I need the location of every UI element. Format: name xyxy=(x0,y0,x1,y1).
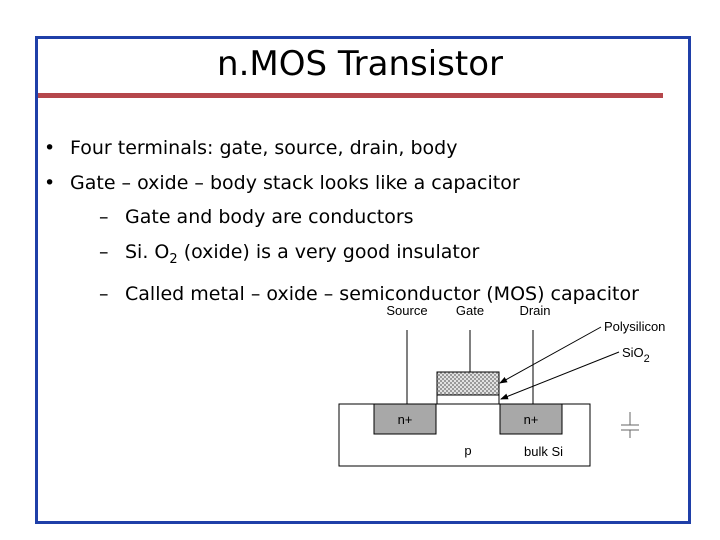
capacitor-icon xyxy=(621,412,639,438)
n-plus-right-label: n+ xyxy=(523,412,539,427)
source-label: Source xyxy=(386,303,428,318)
sub-bullet-text: Called metal – oxide – semiconductor (MOS) capacitor xyxy=(125,282,639,305)
sio2-label xyxy=(622,345,650,365)
bullet-dot: • xyxy=(44,137,56,159)
sub-bullet-dash: – xyxy=(99,240,109,263)
polysilicon-gate xyxy=(437,372,499,395)
bulk-si-label: bulk Si xyxy=(524,444,564,459)
polysilicon-label: Polysilicon xyxy=(604,319,666,334)
sio2-arrow xyxy=(501,352,619,399)
oxide-suffix: (oxide) is a very good insulator xyxy=(177,240,480,263)
bullet-text: Gate – oxide – body stack looks like a capacitor xyxy=(70,171,520,194)
sio2-label-text: SiO xyxy=(622,345,644,360)
sub-bullet-dash: – xyxy=(99,282,109,305)
polysilicon-arrow xyxy=(500,327,601,383)
drain-label: Drain xyxy=(519,303,551,318)
n-plus-left-label: n+ xyxy=(397,412,413,427)
sub-bullet-text: Gate and body are conductors xyxy=(125,206,414,228)
oxide-prefix: Si. O xyxy=(125,240,170,263)
gate-oxide-layer xyxy=(437,395,499,404)
slide-title: n.MOS Transistor xyxy=(217,44,503,84)
sub-bullet-dash: – xyxy=(99,206,109,228)
gate-label: Gate xyxy=(455,303,485,318)
sio2-label-subscript: 2 xyxy=(643,353,650,365)
bullet-text: Four terminals: gate, source, drain, body xyxy=(70,137,458,159)
p-substrate-label: p xyxy=(464,443,472,458)
bullet-dot: • xyxy=(44,171,56,194)
oxide-subscript: 2 xyxy=(169,251,178,267)
